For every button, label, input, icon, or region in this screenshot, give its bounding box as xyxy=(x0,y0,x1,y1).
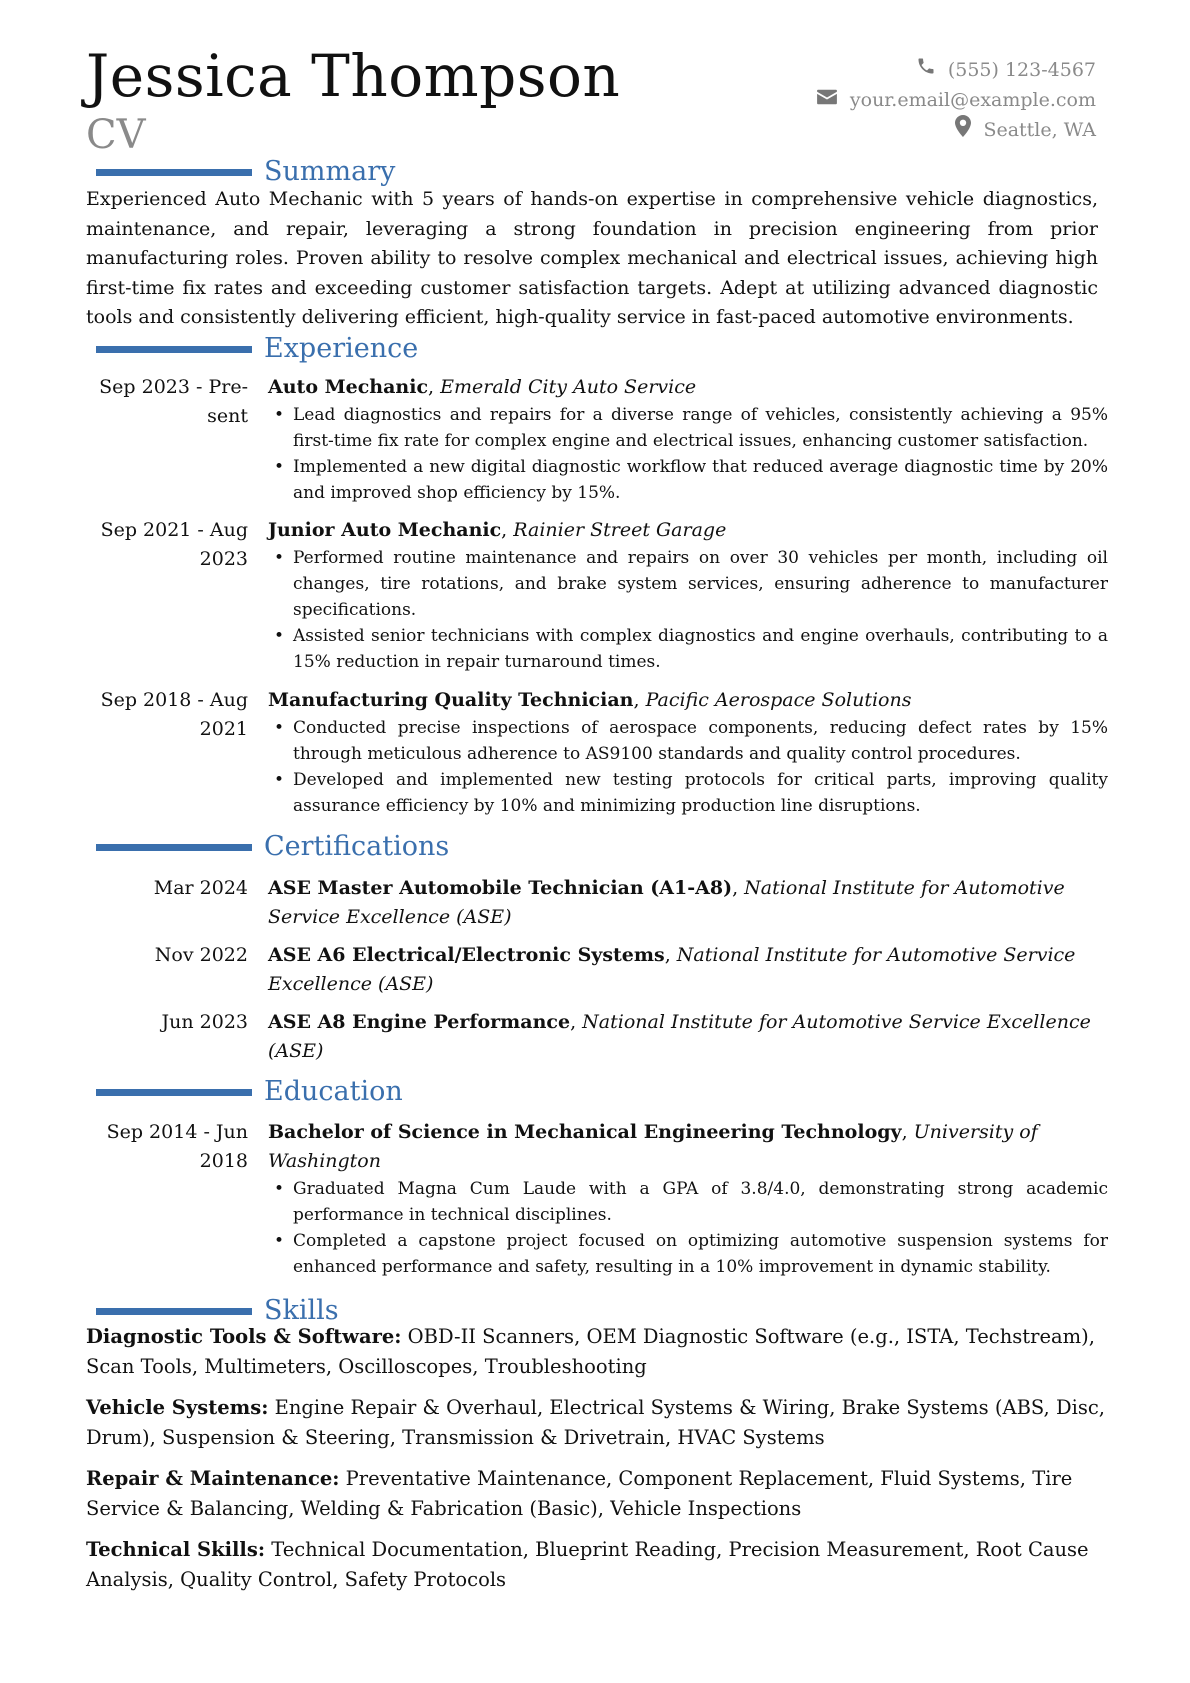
job-title: Junior Auto Mechanic xyxy=(268,519,502,541)
contact-location xyxy=(816,115,1096,145)
skill-group xyxy=(86,1535,1111,1594)
employer: Pacific Aerospace Solutions xyxy=(645,689,912,711)
phone-icon xyxy=(916,55,936,85)
map-pin-icon xyxy=(955,115,971,146)
date-line: 2018 xyxy=(199,1150,248,1172)
job-title: Manufacturing Quality Technician xyxy=(268,689,634,711)
phone-text: (555) 123-4567 xyxy=(947,59,1096,81)
job-title: Auto Mechanic xyxy=(268,376,429,398)
summary-text: Experienced Auto Mechanic with 5 years of hands-on expertise in comprehensive vehicle diagnostics, maintenance, and repair, leveraging a strong foundation in precision engineering from prior manufacturing roles. Proven ability to resolve complex mechanical and electrical issues, achieving high first-time fix rates and exceeding customer satisfaction targets. Adept at utilizing advanced diagnostic tools and consistently delivering efficient, high-quality service in fast-paced automotive environments. xyxy=(86,188,1098,328)
section-accent-bar xyxy=(96,346,252,353)
bullet-item: • Implemented a new digital diagnostic workflow that reduced average diagnostic time by 20% and improved shop efficiency by 15%. xyxy=(268,454,1108,506)
envelope-icon xyxy=(816,85,838,115)
bullet-item: • Conducted precise inspections of aerospace components, reducing defect rates by 15% through meticulous adherence to AS9100 standards and quality control procedures. xyxy=(268,715,1108,767)
section-title: Experience xyxy=(264,333,419,364)
location-text: Seattle, WA xyxy=(983,119,1096,141)
school: University of Washington xyxy=(268,1121,1038,1172)
document-subtitle: CV xyxy=(86,112,146,158)
skill-label: Technical Skills: xyxy=(86,1538,266,1561)
skill-label: Repair & Maintenance: xyxy=(86,1467,340,1490)
skill-group xyxy=(86,1464,1111,1523)
section-title: Certifications xyxy=(264,831,450,862)
skill-group xyxy=(86,1393,1111,1452)
employer: Rainier Street Garage xyxy=(513,519,727,541)
date-line: Sep 2014 - Jun xyxy=(106,1121,248,1143)
certification-name: ASE Master Automobile Technician (A1-A8) xyxy=(268,877,733,899)
education-heading xyxy=(96,1075,403,1109)
bullet-item: • Performed routine maintenance and repairs on over 30 vehicles per month, including oil changes, tire rotations, and brake system services, ensuring adherence to manufacturer specifications. xyxy=(268,545,1108,623)
date-line: 2023 xyxy=(199,548,248,570)
skill-label: Diagnostic Tools & Software: xyxy=(86,1325,402,1348)
entry-date xyxy=(86,373,248,431)
entry-content: Manufacturing Quality Technician, Pacific Aerospace Solutions • Conducted precise inspections of aerospace components, reducing defect rates by 15% through meticulous adherence to AS9100 standards and quality control procedures. • Developed and implemented new testing protocols for critical parts, improving quality assurance efficiency by 10% and minimizing production line disruptions. xyxy=(268,686,1108,819)
date-line: sent xyxy=(207,405,248,427)
bullet-item: • Graduated Magna Cum Laude with a GPA of 3.8/4.0, demonstrating strong academic performance in technical disciplines. xyxy=(268,1176,1108,1228)
skill-values: OBD-II Scanners, OEM Diagnostic Software (e.g., ISTA, Techstream), Scan Tools, Multimeters, Oscilloscopes, Troubleshooting xyxy=(86,1325,1095,1378)
entry-date xyxy=(86,686,248,744)
certification-name: ASE A8 Engine Performance xyxy=(268,1011,571,1033)
entry-content: ASE A6 Electrical/Electronic Systems, National Institute for Automotive Service Excellence (ASE) xyxy=(268,944,1076,995)
entry-date: Jun 2023 xyxy=(161,1011,248,1033)
issuer: National Institute for Automotive Service Excellence (ASE) xyxy=(268,877,1065,928)
skill-label: Vehicle Systems: xyxy=(86,1396,269,1419)
email-text: your.email@example.com xyxy=(849,89,1096,111)
date-line: Sep 2021 - Aug xyxy=(100,519,248,541)
section-title: Education xyxy=(264,1076,403,1107)
issuer: National Institute for Automotive Service Excellence (ASE) xyxy=(268,944,1076,995)
entry-date xyxy=(86,516,248,574)
entry-date xyxy=(86,1118,248,1176)
contact-block xyxy=(816,55,1096,145)
section-accent-bar xyxy=(96,1308,252,1315)
issuer: National Institute for Automotive Service Excellence (ASE) xyxy=(268,1011,1091,1062)
entry-content: Bachelor of Science in Mechanical Engineering Technology, University of Washington • Graduated Magna Cum Laude with a GPA of 3.8/4.0, demonstrating strong academic performance in technical disciplines. • Completed a capstone project focused on optimizing automotive suspension systems for enhanced performance and safety, resulting in a 10% improvement in dynamic stability. xyxy=(268,1118,1108,1280)
summary-heading xyxy=(96,155,395,189)
employer: Emerald City Auto Service xyxy=(440,376,697,398)
section-accent-bar xyxy=(96,844,252,851)
skill-group xyxy=(86,1322,1111,1381)
date-line: 2021 xyxy=(199,718,248,740)
date-line: Sep 2023 - Pre- xyxy=(99,376,248,398)
skill-values: Technical Documentation, Blueprint Reading, Precision Measurement, Root Cause Analysis, Quality Control, Safety Protocols xyxy=(86,1538,1089,1591)
experience-heading xyxy=(96,332,418,366)
contact-phone[interactable] xyxy=(816,55,1096,85)
entry-date: Mar 2024 xyxy=(153,877,248,899)
section-title: Summary xyxy=(264,156,396,187)
entry-content: ASE A8 Engine Performance, National Institute for Automotive Service Excellence (ASE) xyxy=(268,1011,1091,1062)
bullet-item: • Completed a capstone project focused on optimizing automotive suspension systems for enhanced performance and safety, resulting in a 10% improvement in dynamic stability. xyxy=(268,1228,1108,1280)
entry-content: Junior Auto Mechanic, Rainier Street Garage • Performed routine maintenance and repairs on over 30 vehicles per month, including oil changes, tire rotations, and brake system services, ensuring adherence to manufacturer specifications. • Assisted senior technicians with complex diagnostics and engine overhauls, contributing to a 15% reduction in repair turnaround times. xyxy=(268,516,1108,675)
certification-name: ASE A6 Electrical/Electronic Systems xyxy=(268,944,665,966)
skill-values: Preventative Maintenance, Component Replacement, Fluid Systems, Tire Service & Balancing, Welding & Fabrication (Basic), Vehicle Inspections xyxy=(86,1467,1073,1520)
candidate-name: Jessica Thompson xyxy=(86,42,621,110)
section-accent-bar xyxy=(96,169,252,176)
bullet-item: • Assisted senior technicians with complex diagnostics and engine overhauls, contributing to a 15% reduction in repair turnaround times. xyxy=(268,623,1108,675)
entry-content: Auto Mechanic, Emerald City Auto Service • Lead diagnostics and repairs for a diverse range of vehicles, consistently achieving a 95% first-time fix rate for complex engine and electrical issues, enhancing customer satisfaction. • Implemented a new digital diagnostic workflow that reduced average diagnostic time by 20% and improved shop efficiency by 15%. xyxy=(268,373,1108,506)
degree: Bachelor of Science in Mechanical Engineering Technology xyxy=(268,1121,902,1143)
entry-date: Nov 2022 xyxy=(154,944,248,966)
section-title: Skills xyxy=(264,1295,339,1326)
entry-content: ASE Master Automobile Technician (A1-A8), National Institute for Automotive Service Excellence (ASE) xyxy=(268,877,1065,928)
section-accent-bar xyxy=(96,1089,252,1096)
certifications-heading xyxy=(96,830,449,864)
date-line: Sep 2018 - Aug xyxy=(100,689,248,711)
bullet-item: • Lead diagnostics and repairs for a diverse range of vehicles, consistently achieving a 95% first-time fix rate for complex engine and electrical issues, enhancing customer satisfaction. xyxy=(268,402,1108,454)
bullet-item: • Developed and implemented new testing protocols for critical parts, improving quality assurance efficiency by 10% and minimizing production line disruptions. xyxy=(268,767,1108,819)
contact-email[interactable] xyxy=(816,85,1096,115)
skill-values: Engine Repair & Overhaul, Electrical Systems & Wiring, Brake Systems (ABS, Disc, Drum), Suspension & Steering, Transmission & Drivetrain, HVAC Systems xyxy=(86,1396,1105,1449)
